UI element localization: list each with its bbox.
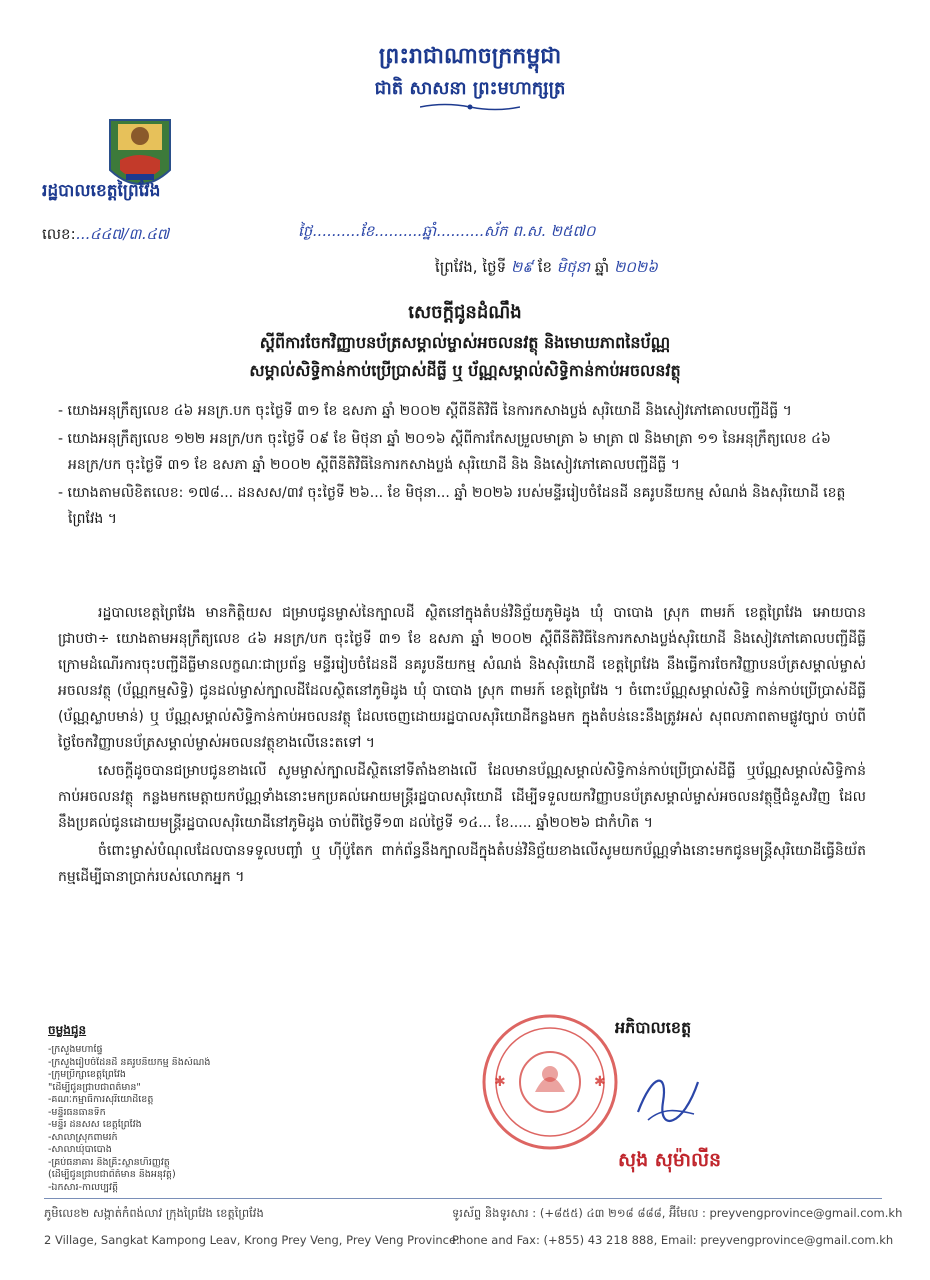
signatory-title: អភិបាលខេត្ត — [615, 1018, 692, 1037]
cc-item: -គ្រប់ធនាគារ និងគ្រឹះស្ថានហិរញ្ញវត្ថុ — [48, 1156, 170, 1168]
handwritten-signature — [628, 1062, 708, 1132]
cc-item: -ក្រុមប្រឹក្សាខេត្តព្រៃវែង — [48, 1069, 126, 1080]
reference-value: ...៤៤៧/៣.៤៧ — [75, 225, 170, 243]
cc-item: "ដើម្បីជូនជ្រាបជាពត៌មាន" — [48, 1081, 141, 1093]
notice-body — [58, 600, 866, 892]
legal-references — [58, 398, 866, 534]
kingdom-heading: ព្រះរាជាណាចក្រកម្ពុជា — [378, 44, 562, 69]
lunar-date-text: ថ្ងៃ..........ខែ..........ឆ្នាំ..........ស័ក ព.ស. ២៥៧០ — [298, 222, 596, 240]
body-paragraph: ចំពោះម្ចាស់បំណុលដែលបានទទួលបញ្ចាំ ឬ ហ៊ីប៉ូតែក ពាក់ព័ន្ធនឹងក្បាលដីក្នុងតំបន់វិនិច្ឆ័យខាងលើសូមយកប័ណ្ណទាំងនោះមកជូនមន្ត្រីសុរិយោដីធ្វើនិយ័តកម្មដើម្បីធានាប្រាក់របស់លោកអ្នក ។ — [58, 843, 866, 885]
reference-item: - យោងតាមលិខិតលេខ: ១៧៨... ដនសស/៣វ ចុះថ្ងៃទី ២៦... ខែ មិថុនា... ឆ្នាំ ២០២៦ របស់មន្ទីររៀបចំដែនដី នគរូបនីយកម្ម សំណង់ និងសុរិយោដី ខេត្តព្រៃវែង ។ — [58, 485, 846, 527]
notice-subject-line2: សម្គាល់សិទ្ធិកាន់កាប់ប្រើប្រាស់ដីធ្លី ឬ ប័ណ្ណសម្គាល់សិទ្ធិកាន់កាប់អចលនវត្ថុ — [249, 361, 681, 380]
cc-item: -សាលាស្រុកពាមរក៍ — [48, 1131, 118, 1143]
footer-contact-km: ទូរស័ព្ទ និងទូរសារ : (+៨៥៥) ៤៣ ២១៨ ៨៨៨, អ៊ីមែល : preyvengprovince@gmail.com.kh — [452, 1206, 903, 1220]
body-paragraph: សេចក្តីដូចបានជម្រាបជូនខាងលើ សូមម្ចាស់ក្បាលដីស្ថិតនៅទីតាំងខាងលើ ដែលមានប័ណ្ណសម្គាល់សិទ្ធិកាន់កាប់ប្រើប្រាស់ដីធ្លី ឬប័ណ្ណសម្គាល់សិទ្ធិកាន់កាប់អចលនវត្ថុ កន្លងមកមេត្តាយកប័ណ្ណទាំងនោះមកប្រគល់អោយមន្ត្រីរដ្ឋបាលសុរិយោដី ដើម្បីទទួលយកវិញ្ញាបនប័ត្រសម្គាល់ម្ចាស់អចលនវត្ថុថ្មីជំនួសវិញ ដែលនឹងប្រគល់ជូនដោយមន្ត្រីរដ្ឋបាលសុរិយោដីនៅភូមិដូង ចាប់ពីថ្ងៃទី១៣ ដល់ថ្ងៃទី ១៤... ខែ..... ឆ្នាំ២០២៦ ជាកំហិត ។ — [58, 763, 866, 831]
reference-label: លេខ: — [42, 225, 76, 243]
date-month-label: ខែ — [537, 258, 552, 276]
cc-item: -សាលាឃុំបាបោង — [48, 1144, 112, 1155]
cc-item: -មន្ទីរ ដនសស ខេត្តព្រៃវែង — [48, 1119, 142, 1130]
date-day: ២៩ — [510, 258, 533, 276]
date-month: មិថុនា — [556, 258, 591, 276]
footer-divider — [44, 1198, 882, 1199]
issue-date — [435, 258, 658, 280]
cc-item: (ដើម្បីជូនជ្រាបជាព័ត៌មាន និងអនុវត្ត) — [48, 1169, 176, 1180]
ornament-divider — [420, 102, 520, 112]
notice-title: សេចក្តីជូនដំណឹង — [408, 302, 522, 323]
issuing-authority: រដ្ឋបាលខេត្តព្រៃវែង — [42, 181, 161, 201]
notice-subject-line1: ស្តីពីការចែកវិញ្ញាបនប័ត្រសម្គាល់ម្ចាស់អចលនវត្ថុ និងមោឃភាពនៃប័ណ្ណ — [259, 333, 671, 352]
footer-address-en: 2 Village, Sangkat Kampong Leav, Krong Prey Veng, Prey Veng Province. — [44, 1233, 460, 1247]
lunar-date — [298, 222, 595, 244]
svg-text:✱: ✱ — [594, 1074, 606, 1090]
cc-heading: ចម្លងជូន — [48, 1023, 87, 1037]
date-prefix: ព្រៃវែង, ថ្ងៃទី — [435, 258, 507, 276]
date-year-label: ឆ្នាំ — [594, 258, 610, 276]
reference-number — [42, 225, 169, 247]
cc-item: -ក្រសួងរៀបចំដែនដី នគរូបនីយកម្ម និងសំណង់ — [48, 1056, 211, 1068]
cc-list — [48, 1044, 298, 1194]
national-motto: ជាតិ សាសនា ព្រះមហាក្សត្រ — [374, 78, 566, 99]
cc-item: -ឯកសារ-កាលប្បវត្តិ — [48, 1181, 118, 1193]
signatory-name: សុង សុម៉ាលីន — [618, 1149, 722, 1171]
reference-item: - យោងអនុក្រឹត្យលេខ ១២២ អនក្រ/បក ចុះថ្ងៃទី ០៩ ខែ មិថុនា ឆ្នាំ ២០១៦ ស្តីពីការកែសម្រួលមាត្រា ៦ មាត្រា ៧ និងមាត្រា ១១ នៃអនុក្រឹត្យលេខ ៤៦ អនក្រ/បក ចុះថ្ងៃទី ៣១ ខែ ឧសភា ឆ្នាំ ២០០២ ស្តីពីនីតិវិធីនៃការកសាងប្លង់ សុរិយោដី និង និងសៀវភៅគោលបញ្ជីដីធ្លី ។ — [58, 431, 831, 473]
cc-item: -ក្រសួងមហាផ្ទៃ — [48, 1044, 103, 1055]
footer-address-km: ភូមិលេខ២ សង្កាត់កំពង់លាវ ក្រុងព្រៃវែង ខេត្តព្រៃវែង — [44, 1206, 264, 1220]
cc-item: -គណៈកម្មាធិការសុរិយោដីខេត្ត — [48, 1094, 154, 1105]
date-year: ២០២៦ — [613, 258, 658, 276]
reference-item: - យោងអនុក្រឹត្យលេខ ៤៦ អនក្រ.បក ចុះថ្ងៃទី ៣១ ខែ ឧសភា ឆ្នាំ ២០០២ ស្តីពីនីតិវិធី នៃការកសាងប្លង់ សុរិយោដី និងសៀវភៅគោលបញ្ជីដីធ្លី ។ — [58, 403, 792, 419]
body-paragraph: រដ្ឋបាលខេត្តព្រៃវែង មានកិត្តិយស ជម្រាបជូនម្ចាស់នៃក្បាលដី ស្ថិតនៅក្នុងតំបន់វិនិច្ឆ័យភូមិដូង ឃុំ បាបោង ស្រុក ពាមរក៍ ខេត្តព្រៃវែង អោយបានជ្រាបថា÷ យោងតាមអនុក្រឹត្យលេខ ៤៦ អនក្រ/បក ចុះថ្ងៃទី ៣១ ខែ ឧសភា ឆ្នាំ ២០០២ ស្តីពីនីតិវិធីនៃការកសាងប្លង់សុរិយោដី និងសៀវភៅគោលបញ្ជីដីធ្លី ក្រោមដំណើរការចុះបញ្ជីដីធ្លីមានលក្ខណៈជាប្រព័ន្ធ មន្ទីររៀបចំដែនដី នគរូបនីយកម្ម សំណង់ និងសុរិយោដី ខេត្តព្រៃវែង នឹងធ្វើការចែកវិញ្ញាបនប័ត្រសម្គាល់ម្ចាស់អចលនវត្ថុ (ប័ណ្ណកម្មសិទ្ធិ) ជូនដល់ម្ចាស់ក្បាលដីដែលស្ថិតនៅភូមិដូង ឃុំ បាបោង ស្រុក ពាមរក៍ ខេត្តព្រៃវែង ។ ចំពោះប័ណ្ណសម្គាល់សិទ្ធិ កាន់កាប់ប្រើប្រាស់ដីធ្លី (ប័ណ្ណស្លាបមាន់) ឬ ប័ណ្ណសម្គាល់សិទ្ធិកាន់កាប់អចលនវត្ថុ ដែលចេញដោយរដ្ឋបាលសុរិយោដីកន្លងមក ក្នុងតំបន់នេះនឹងត្រូវអស់ សុពលភាពតាមផ្លូវច្បាប់ ចាប់ពីថ្ងៃចែកវិញ្ញាបនប័ត្រសម្គាល់ម្ចាស់អចលនវត្ថុខាងលើនេះតទៅ ។ — [58, 605, 866, 751]
official-seal — [480, 1012, 620, 1152]
svg-text:✱: ✱ — [494, 1074, 506, 1090]
footer-contact-en: Phone and Fax: (+855) 43 218 888, Email: preyvengprovince@gmail.com.kh — [452, 1233, 894, 1247]
cc-item: -មន្ទីរធនធានទឹក — [48, 1106, 106, 1118]
